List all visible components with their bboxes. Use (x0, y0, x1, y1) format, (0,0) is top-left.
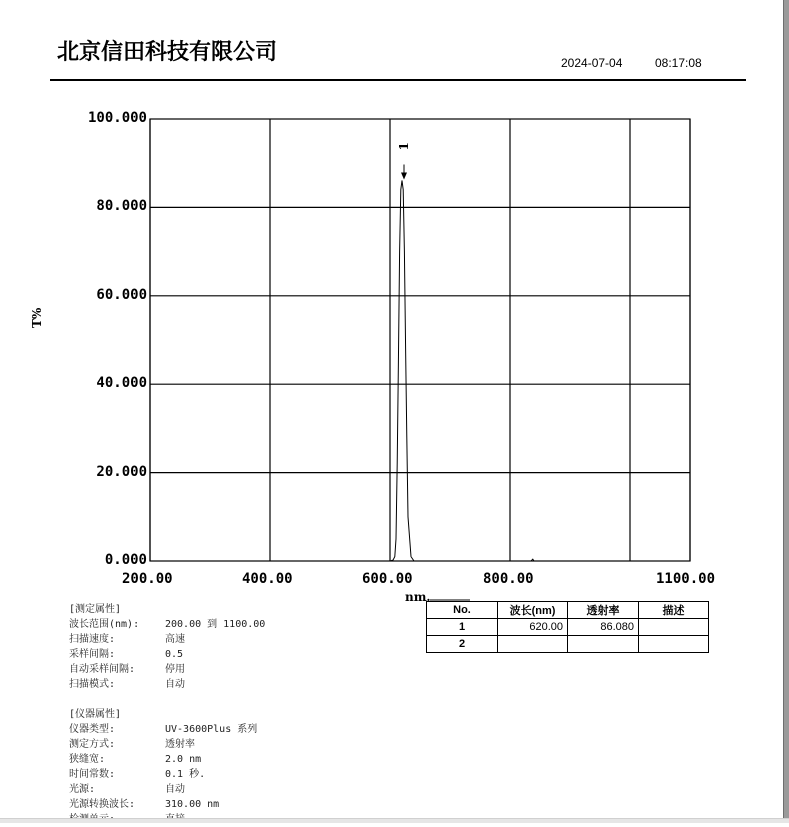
y-axis-label: T% (30, 307, 44, 328)
scrollbar[interactable] (783, 0, 789, 818)
company-title: 北京信田科技有限公司 (57, 40, 278, 65)
y-tick: 20.000 (96, 464, 147, 480)
x-axis-unit: nm. (405, 590, 431, 604)
x-tick: 200.00 (122, 571, 173, 587)
table-row: 1 620.00 86.080 (427, 619, 709, 636)
x-tick: 400.00 (242, 571, 293, 587)
spectrum-line (150, 181, 690, 562)
y-tick: 60.000 (96, 287, 147, 303)
measure-properties: [测定属性] 波长范围(nm): 200.00 到 1100.00 扫描速度: 高速 采样间隔: 0.5 自动采样间隔: 停用 扫描模式: 自动 (69, 604, 266, 690)
svg-text:1: 1 (397, 142, 411, 151)
col-description: 描述 (639, 602, 709, 619)
y-tick: 80.000 (96, 198, 147, 214)
instrument-properties: [仪器属性] 仪器类型: UV-3600Plus 系列 测定方式: 透射率 狭缝宽: 2.0 nm 时间常数: 0.1 秒. 光源: 自动 光源转换波长: 310.00 nm (69, 709, 258, 810)
col-transmittance: 透射率 (568, 602, 639, 619)
y-tick: 0.000 (104, 552, 147, 568)
peak-table (426, 601, 709, 653)
x-tick: 600.00 (362, 571, 413, 587)
section-title: [测定属性] (69, 604, 122, 615)
col-wavelength: 波长(nm) (498, 602, 568, 619)
section-title: [仪器属性] (69, 709, 122, 720)
x-tick: 1100.00 (656, 571, 716, 587)
report-time: 08:17:08 (655, 56, 702, 70)
y-tick: 100.000 (87, 110, 147, 126)
report-date: 2024-07-04 (561, 56, 623, 70)
y-tick: 40.000 (96, 375, 147, 391)
col-no: No. (427, 602, 498, 619)
x-tick: 800.00 (483, 571, 534, 587)
table-row: 2 (427, 636, 709, 653)
peak-table-header (427, 602, 709, 619)
peak-marker (397, 142, 411, 179)
window-bottom-edge (0, 818, 789, 823)
